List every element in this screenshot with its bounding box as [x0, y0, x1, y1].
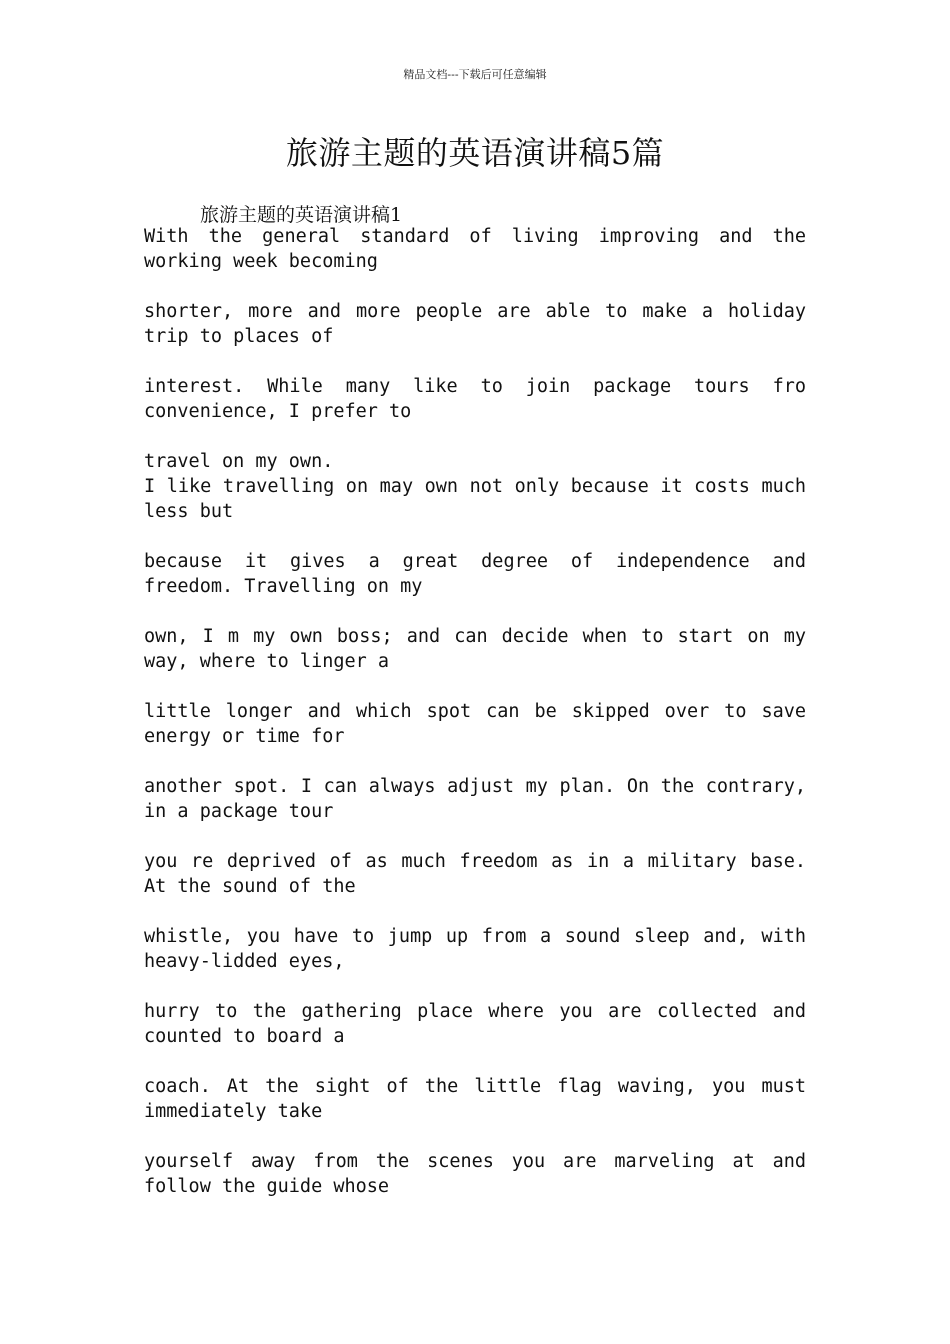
paragraph: I like travelling on may own not only because it costs much less but [144, 476, 806, 522]
paragraph: whistle, you have to jump up from a sound sleep and, with heavy-lidded eyes, [144, 926, 806, 972]
paragraph: another spot. I can always adjust my plan. On the contrary, in a package tour [144, 776, 806, 822]
section-heading: 旅游主题的英语演讲稿1 [200, 204, 403, 226]
paragraph: With the general standard of living improving and the working week becoming [144, 226, 806, 272]
paragraph: own, I m my own boss; and can decide when to start on my way, where to linger a [144, 626, 806, 672]
document-title: 旅游主题的英语演讲稿5篇 [285, 134, 665, 172]
paragraph: travel on my own. [144, 451, 334, 472]
paragraph: you re deprived of as much freedom as in a military base. At the sound of the [144, 851, 806, 897]
paragraph: little longer and which spot can be skipped over to save energy or time for [144, 701, 806, 747]
paragraph: interest. While many like to join package tours fro convenience, I prefer to [144, 376, 806, 422]
paragraph: yourself away from the scenes you are marveling at and follow the guide whose [144, 1151, 806, 1197]
paragraph: hurry to the gathering place where you are collected and counted to board a [144, 1001, 806, 1047]
paragraph: because it gives a great degree of independence and freedom. Travelling on my [144, 551, 806, 597]
paragraph: shorter, more and more people are able to make a holiday trip to places of [144, 301, 806, 347]
page-header: 精品文档---下载后可任意编辑 [403, 68, 547, 81]
document-body [144, 224, 806, 1199]
paragraph: coach. At the sight of the little flag waving, you must immediately take [144, 1076, 806, 1122]
